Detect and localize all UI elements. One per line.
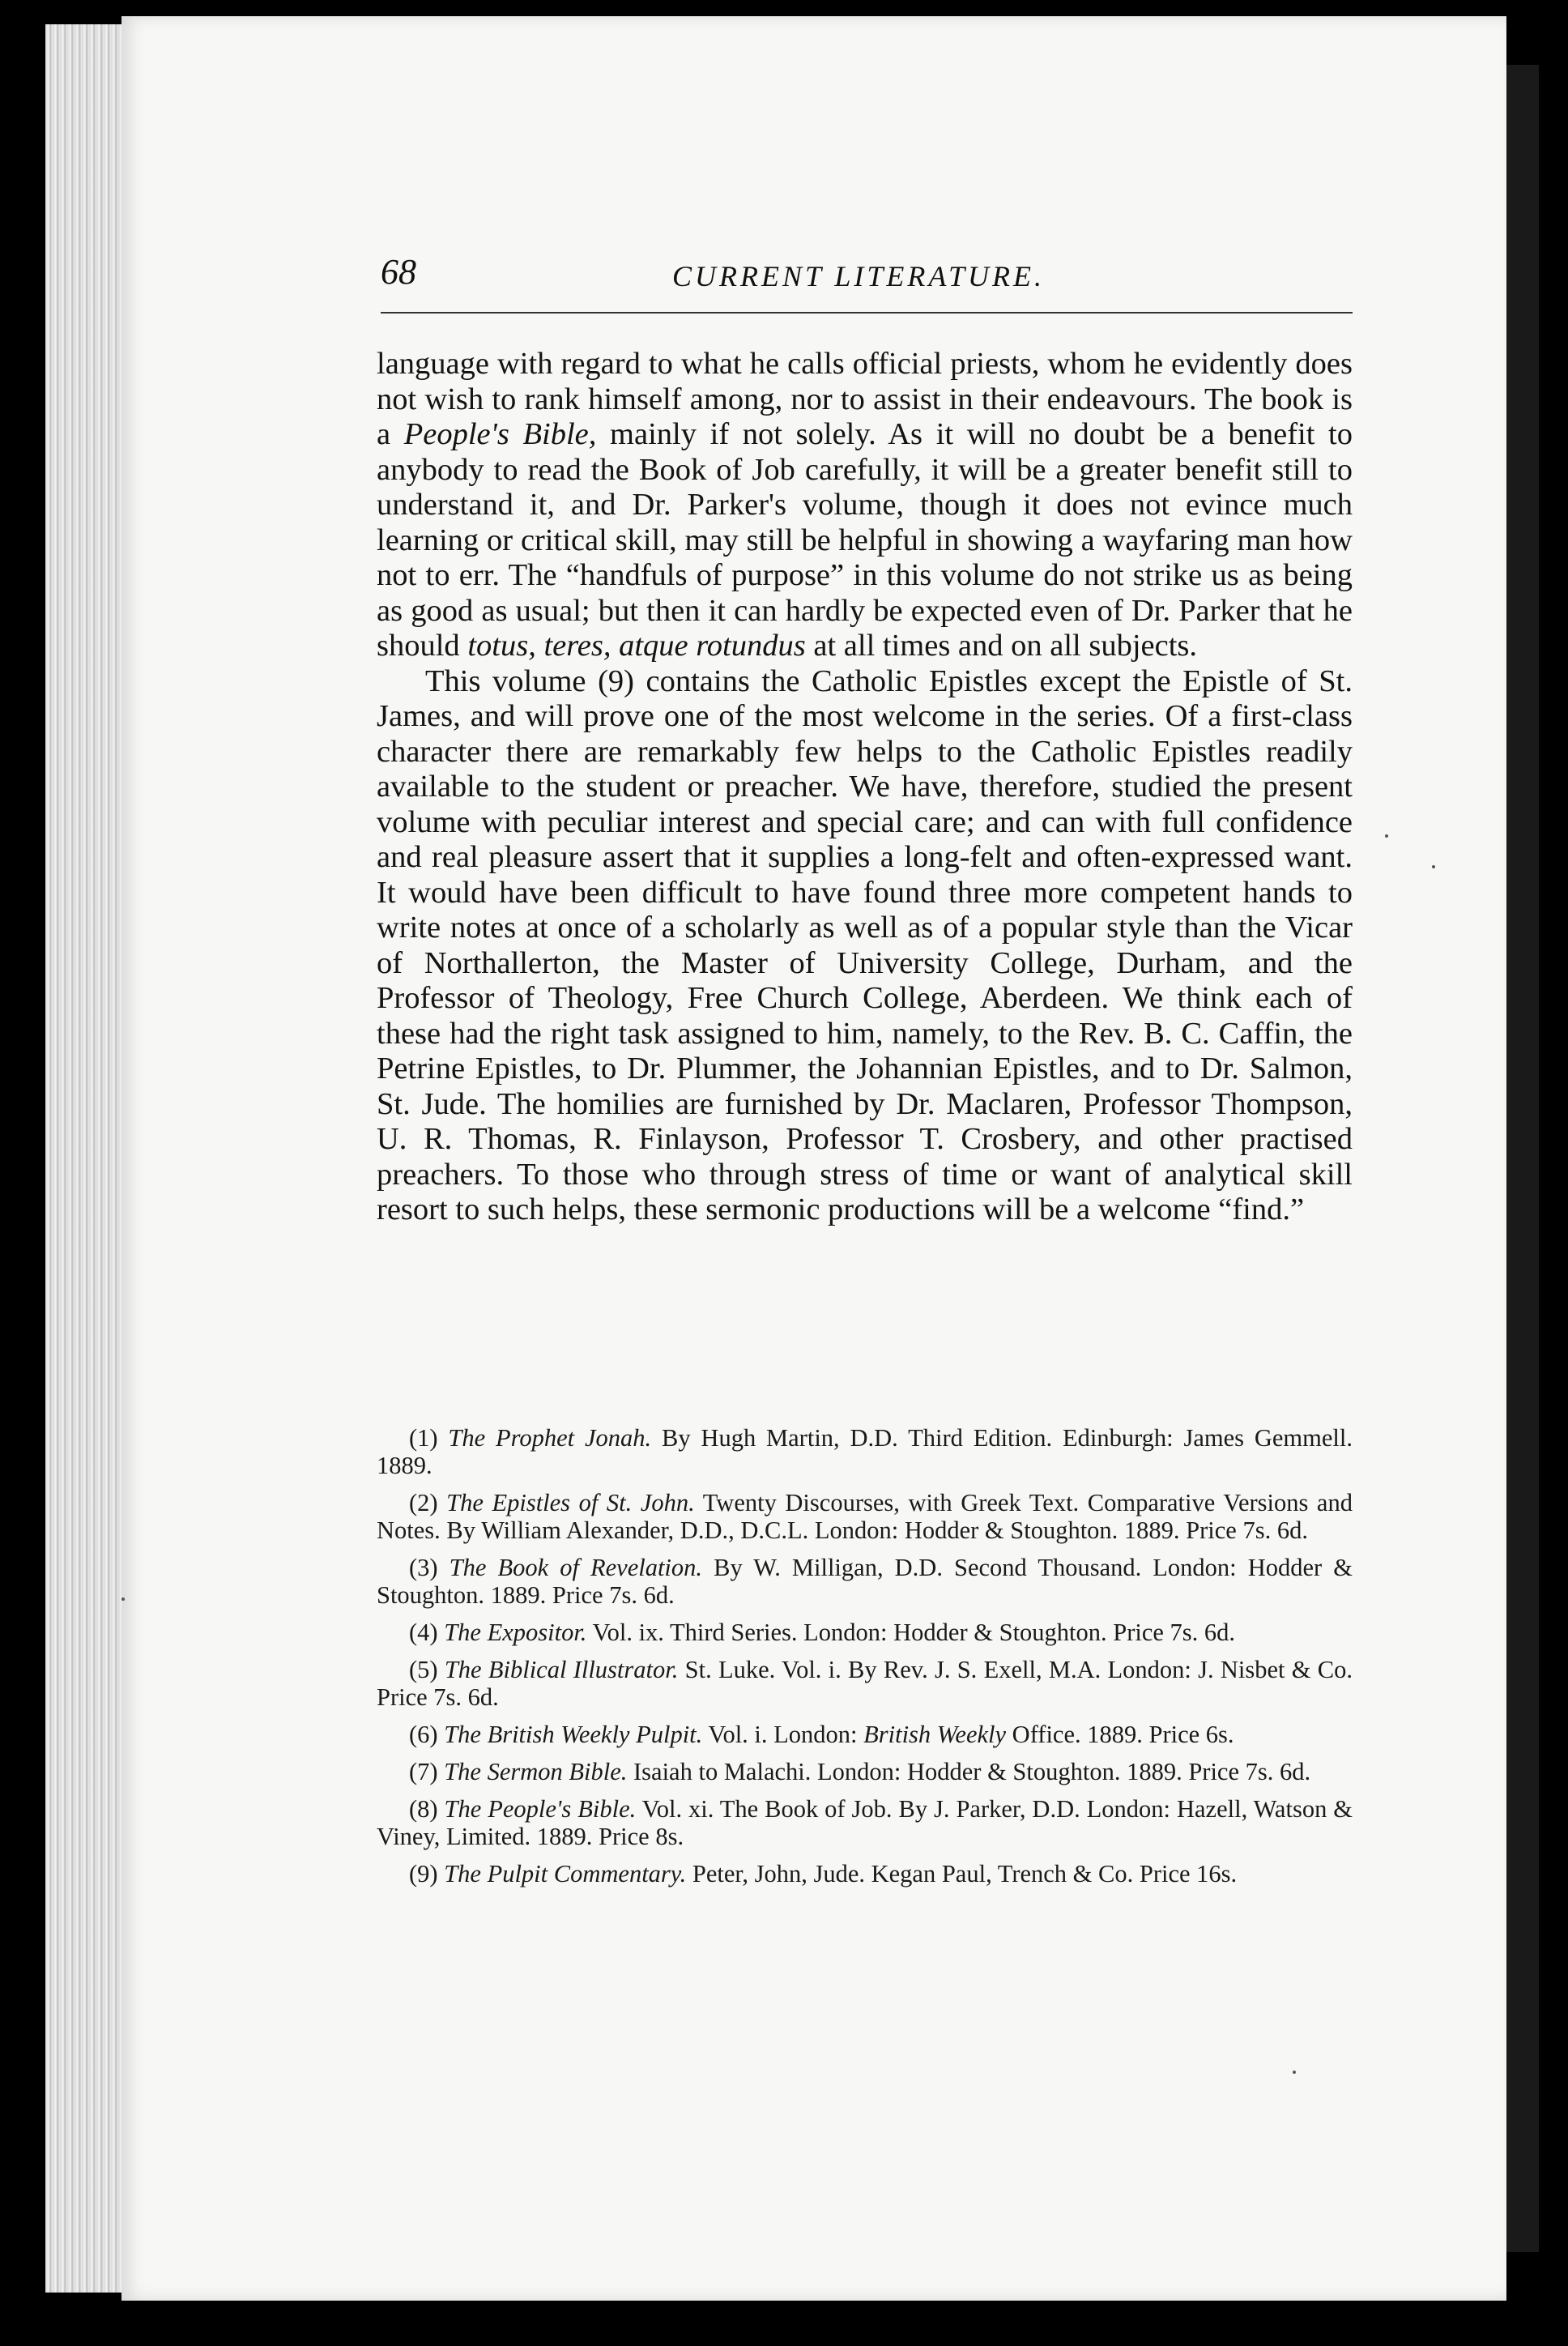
scan-right-border (1539, 0, 1568, 2346)
footnote (377, 1489, 1353, 1544)
footnote (377, 1721, 1353, 1748)
scan-left-border (0, 0, 45, 2346)
paragraph-1-italic-a: People's Bible, (403, 417, 597, 451)
footnote-number: (4) (409, 1619, 445, 1646)
footnote-title-secondary: British Weekly (863, 1721, 1007, 1748)
book-page-edges (45, 24, 126, 2293)
footnote-title: The Prophet Jonah. (448, 1424, 652, 1452)
footnote (377, 1758, 1353, 1785)
footnote-text: By Hugh Martin, D.D. Third Edition. Edinburgh: James Gemmell. 1889. (377, 1424, 1353, 1479)
footnote-text: By W. Milligan, D.D. Second Thousand. London: Hodder & Stoughton. 1889. Price 7s. 6d. (377, 1554, 1353, 1609)
scan-right-edge (1506, 65, 1539, 2252)
footnote-number: (2) (409, 1489, 447, 1516)
footnote-text: Vol. ix. Third Series. London: Hodder & Stoughton. Price 7s. 6d. (586, 1619, 1236, 1646)
body-text (377, 347, 1353, 1228)
footnote-title: The Epistles of St. John. (446, 1489, 695, 1516)
footnote-title: The Pulpit Commentary. (444, 1860, 687, 1887)
footnote-title: The Biblical Illustrator. (444, 1656, 679, 1683)
running-head: CURRENT LITERATURE. (672, 260, 1046, 292)
paragraph-1-text-a: language with regard to what he calls official priests, whom he evidently does not wish to rank himself among, nor to assist in their endeavours. The book is a (377, 347, 1353, 451)
footnote-title: The Sermon Bible. (444, 1758, 628, 1785)
footnote-text: St. Luke. Vol. i. By Rev. J. S. Exell, M.A. London: J. Nisbet & Co. Price 7s. 6d. (377, 1656, 1353, 1711)
page-number: 68 (381, 252, 416, 292)
scan-speck (1432, 865, 1435, 868)
footnote (377, 1860, 1353, 1887)
paragraph-2: This volume (9) contains the Catholic Epistles except the Epistle of St. James, and will prove one of the most welcome in the series. Of a first-class character there are remarkably few helps to the Catholic Epistles readily available to the student or preacher. We have, therefore, studied the present volume with peculiar interest and special care; and can with full confidence and real pleasure assert that it supplies a long-felt and often-expressed want. It would have been difficult to have found three more competent hands to write notes at once of a scholarly as well as of a popular style than the Vicar of Northallerton, the Master of University College, Durham, and the Professor of Theology, Free Church College, Aberdeen. We think each of these had the right task assigned to him, namely, to the Rev. B. C. Caffin, the Petrine Epistles, to Dr. Plummer, the Johannian Epistles, and to Dr. Salmon, St. Jude. The homilies are furnished by Dr. Maclaren, Professor Thompson, U. R. Thomas, R. Finlayson, Professor T. Crosbery, and other practised preachers. To those who through stress of time or want of analytical skill resort to such helps, these sermonic productions will be a welcome “find.” (377, 663, 1353, 1226)
footnote-number: (1) (409, 1424, 449, 1452)
footnote-text: Vol. i. London: (702, 1721, 864, 1748)
footnote-text: Twenty Discourses, with Greek Text. Comparative Versions and Notes. By William Alexander, D.D., D.C.L. London: Hodder & Stoughton. 1889. Price 7s. 6d. (377, 1489, 1353, 1544)
footnote-number: (7) (409, 1758, 445, 1785)
footnote (377, 1424, 1353, 1479)
footnote-title: The Book of Revelation. (449, 1554, 703, 1581)
footnote (377, 1554, 1353, 1609)
scan-speck (121, 1597, 125, 1601)
paragraph-1-text-c: at all times and on all subjects. (805, 629, 1198, 663)
footnote-number: (3) (409, 1554, 450, 1581)
scan-speck (1293, 2071, 1296, 2074)
footnote-number: (8) (409, 1795, 445, 1823)
scan-speck (1385, 834, 1388, 838)
footnote-number: (9) (409, 1860, 445, 1887)
page-header (381, 251, 1353, 300)
footnote-text: Isaiah to Malachi. London: Hodder & Stoughton. 1889. Price 7s. 6d. (627, 1758, 1311, 1785)
footnote-text: Vol. xi. The Book of Job. By J. Parker, D.D. London: Hazell, Watson & Viney, Limited. 1889. Price 8s. (377, 1795, 1353, 1850)
paragraph-1-italic-b: totus, teres, atque rotundus (467, 629, 806, 663)
footnote (377, 1656, 1353, 1711)
footnote-text: Peter, John, Jude. Kegan Paul, Trench & Co. Price 16s. (686, 1860, 1238, 1887)
footnote-title: The People's Bible. (444, 1795, 637, 1823)
paragraph-1-text-b: mainly if not solely. As it will no doubt be a benefit to anybody to read the Book of Job carefully, it will be a greater benefit still to understand it, and Dr. Parker's volume, though it does not evince much learning or critical skill, may still be helpful in showing a wayfaring man how not to err. The “handfuls of purpose” in this volume do not strike us as being as good as usual; but then it can hardly be expected even of Dr. Parker that he should (377, 417, 1353, 663)
header-rule (381, 312, 1353, 314)
paragraph-1 (377, 347, 1353, 664)
footnote-title: The Expositor. (444, 1619, 587, 1646)
footnote-number: (5) (409, 1656, 445, 1683)
footnote-text-secondary: Office. 1889. Price 6s. (1006, 1721, 1234, 1748)
footnote-title: The British Weekly Pulpit. (444, 1721, 703, 1748)
footnotes (377, 1424, 1353, 1897)
footnote (377, 1795, 1353, 1850)
footnote (377, 1619, 1353, 1646)
footnote-number: (6) (409, 1721, 445, 1748)
